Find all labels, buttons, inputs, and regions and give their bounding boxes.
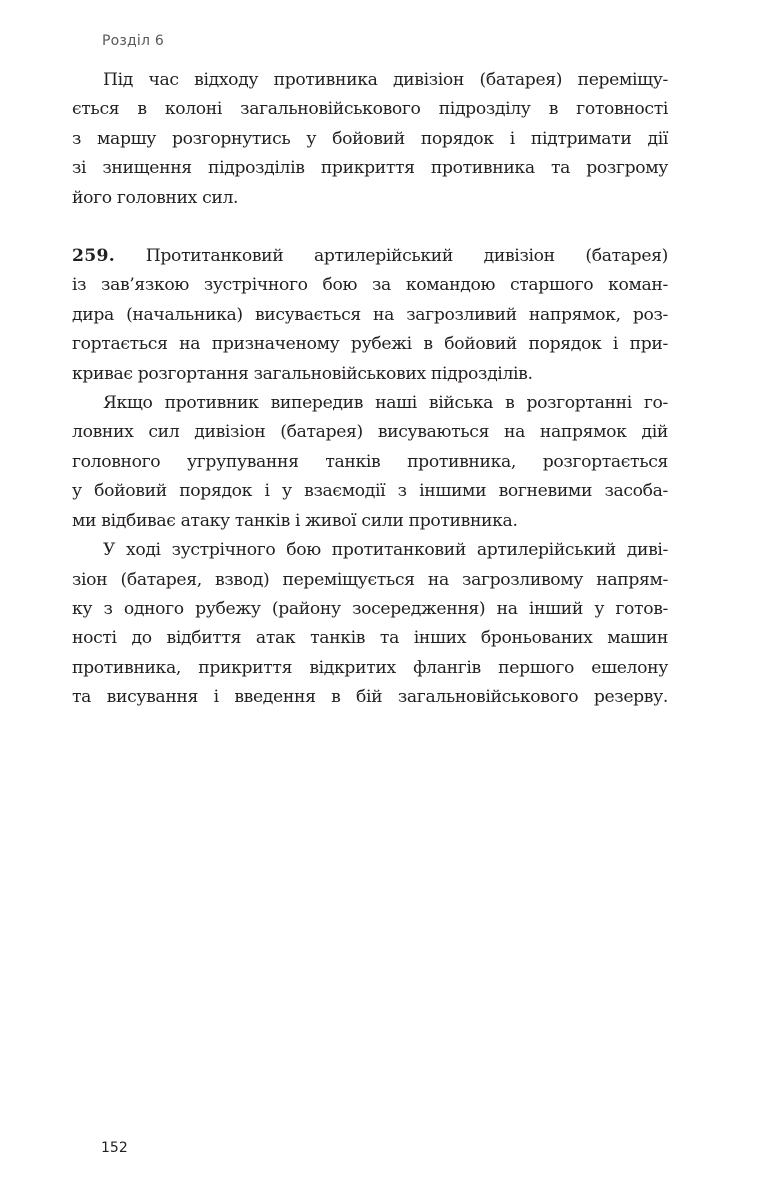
text-line-content: Протитанковий артилерійський дивізіон (батарея) [145, 246, 668, 267]
running-head: Розділ 6 [102, 33, 164, 49]
text-line: ється в колоні загальновійськового підрозділу в готовності [72, 99, 668, 120]
paragraph [72, 389, 668, 536]
page-number: 152 [101, 1140, 128, 1156]
text-line: дира (начальника) висувається на загрозливий напрямок, роз- [72, 304, 668, 325]
text-line: із зав’язкою зустрічного бою за командою старшого коман- [72, 275, 668, 296]
paragraph-gap [72, 213, 668, 242]
text-line: у бойовий порядок і у взаємодії з іншими вогневими засоба- [72, 481, 668, 502]
paragraph [72, 536, 668, 712]
text-line: ності до відбиття атак танків та інших броньованих машин [72, 628, 668, 649]
paragraph-number: 259. [72, 246, 116, 267]
text-line: ловних сил дивізіон (батарея) висуваються на напрямок дій [72, 422, 668, 443]
paragraph [72, 66, 668, 213]
text-line: зі знищення підрозділів прикриття противника та розгрому [72, 158, 668, 179]
text-line: ку з одного рубежу (району зосередження) на інший у готов- [72, 598, 668, 619]
text-line: та висування і введення в бій загальновійськового резерву. [72, 687, 668, 708]
text-line: У ході зустрічного бою протитанковий артилерійський диві- [103, 540, 668, 561]
text-line: противника, прикриття відкритих флангів першого ешелону [72, 657, 668, 678]
text-line: криває розгортання загальновійськових підрозділів. [72, 363, 533, 384]
text-line: Під час відходу противника дивізіон (батарея) переміщу- [103, 70, 668, 90]
text-line: Якщо противник випередив наші війська в розгортанні го- [103, 393, 668, 414]
text-line: його головних сил. [72, 187, 239, 208]
text-line [72, 242, 668, 271]
text-line: головного угрупування танків противника, розгортається [72, 451, 668, 472]
text-line: з маршу розгорнутись у бойовий порядок і підтримати дії [72, 128, 668, 149]
text-line: зіон (батарея, взвод) переміщується на загрозливому напрям- [72, 569, 668, 590]
body-text [72, 66, 668, 713]
text-line: ми відбиває атаку танків і живої сили противника. [72, 510, 518, 531]
text-line: гортається на призначеному рубежі в бойовий порядок і при- [72, 334, 668, 355]
numbered-paragraph [72, 242, 668, 389]
